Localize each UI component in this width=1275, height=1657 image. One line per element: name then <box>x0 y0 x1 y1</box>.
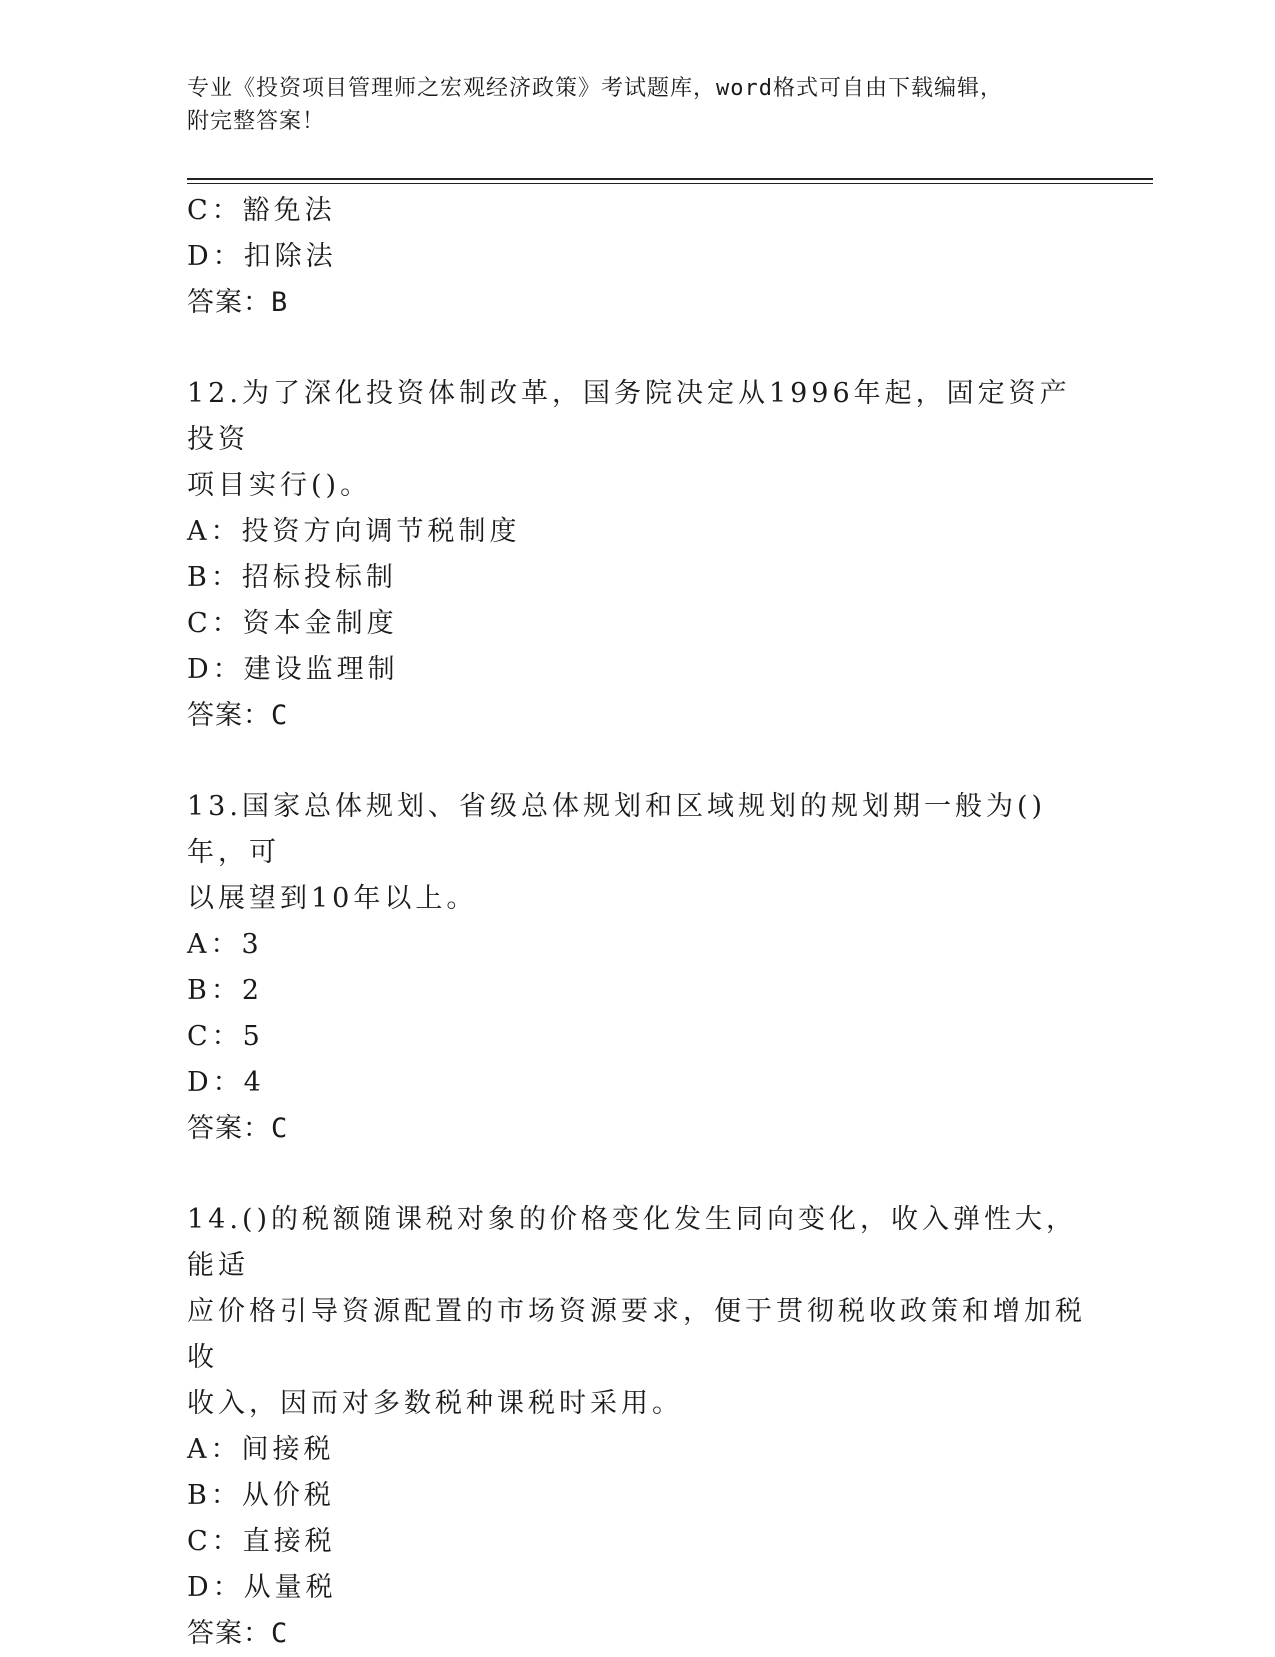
option-line <box>187 1473 1087 1519</box>
option-line <box>187 1519 1087 1565</box>
option-line <box>187 968 1087 1014</box>
option-key: A： <box>187 929 242 960</box>
question-stem <box>187 784 1087 922</box>
answer-label: 答案： <box>187 700 271 731</box>
option-key: D： <box>187 654 244 685</box>
option-text: 间接税 <box>241 1434 335 1465</box>
header-line-2: 附完整答案！ <box>187 109 326 134</box>
previous-question-tail <box>187 188 1087 326</box>
option-key: B： <box>187 562 242 593</box>
option-key: D： <box>187 1572 244 1603</box>
header-line-1: 专业《投资项目管理师之宏观经济政策》考试题库，word格式可自由下载编辑， <box>187 76 1003 101</box>
option-text: 建设监理制 <box>243 654 399 685</box>
option-line <box>187 1060 1087 1106</box>
answer-value: C <box>271 1618 289 1649</box>
option-line <box>187 1014 1087 1060</box>
option-text: 投资方向调节税制度 <box>241 516 521 547</box>
answer-line <box>187 693 1087 739</box>
option-text: 5 <box>242 1021 264 1052</box>
answer-value: C <box>271 700 289 731</box>
option-key: C： <box>187 195 243 226</box>
stem-line: 收入，因而对多数税种课税时采用。 <box>187 1388 683 1419</box>
option-key: A： <box>187 1434 242 1465</box>
option-text: 扣除法 <box>243 241 337 272</box>
answer-line <box>187 280 1087 326</box>
option-key: D： <box>187 1067 244 1098</box>
answer-label: 答案： <box>187 287 271 318</box>
answer-label: 答案： <box>187 1113 271 1144</box>
header-divider-thin <box>187 183 1153 184</box>
stem-line: 项目实行()。 <box>187 470 372 501</box>
option-key: C： <box>187 608 243 639</box>
option-line <box>187 555 1087 601</box>
option-line <box>187 188 1087 234</box>
question-stem <box>187 371 1087 509</box>
document-header <box>187 72 1067 138</box>
option-key: C： <box>187 1021 243 1052</box>
option-line <box>187 1427 1087 1473</box>
option-text: 豁免法 <box>242 195 336 226</box>
stem-line: 12.为了深化投资体制改革，国务院决定从1996年起，固定资产投资 <box>187 378 1071 455</box>
option-line <box>187 601 1087 647</box>
option-key: B： <box>187 1480 242 1511</box>
option-text: 2 <box>241 975 264 1006</box>
answer-line <box>187 1611 1087 1657</box>
answer-value: B <box>271 287 289 318</box>
option-key: C： <box>187 1526 243 1557</box>
stem-line: 13.国家总体规划、省级总体规划和区域规划的规划期一般为()年，可 <box>187 791 1047 868</box>
option-line <box>187 922 1087 968</box>
question-list <box>187 188 1087 1657</box>
option-text: 资本金制度 <box>242 608 398 639</box>
option-key: B： <box>187 975 242 1006</box>
question-14 <box>187 1197 1087 1657</box>
option-line <box>187 509 1087 555</box>
stem-line: 应价格引导资源配置的市场资源要求，便于贯彻税收政策和增加税收 <box>187 1296 1086 1373</box>
option-text: 直接税 <box>242 1526 336 1557</box>
stem-line: 14.()的税额随课税对象的价格变化发生同向变化，收入弹性大，能适 <box>187 1204 1078 1281</box>
option-line <box>187 647 1087 693</box>
option-text: 3 <box>241 929 263 960</box>
answer-value: C <box>271 1113 289 1144</box>
option-key: A： <box>187 516 242 547</box>
option-key: D： <box>187 241 244 272</box>
answer-label: 答案： <box>187 1618 271 1649</box>
header-divider-thick <box>187 178 1153 180</box>
option-text: 从价税 <box>241 1480 335 1511</box>
option-line <box>187 234 1087 280</box>
stem-line: 以展望到10年以上。 <box>187 883 478 914</box>
answer-line <box>187 1106 1087 1152</box>
option-text: 4 <box>243 1067 265 1098</box>
question-13 <box>187 784 1087 1152</box>
question-stem <box>187 1197 1087 1427</box>
question-12 <box>187 371 1087 739</box>
option-text: 招标投标制 <box>241 562 397 593</box>
option-text: 从量税 <box>243 1572 337 1603</box>
option-line <box>187 1565 1087 1611</box>
